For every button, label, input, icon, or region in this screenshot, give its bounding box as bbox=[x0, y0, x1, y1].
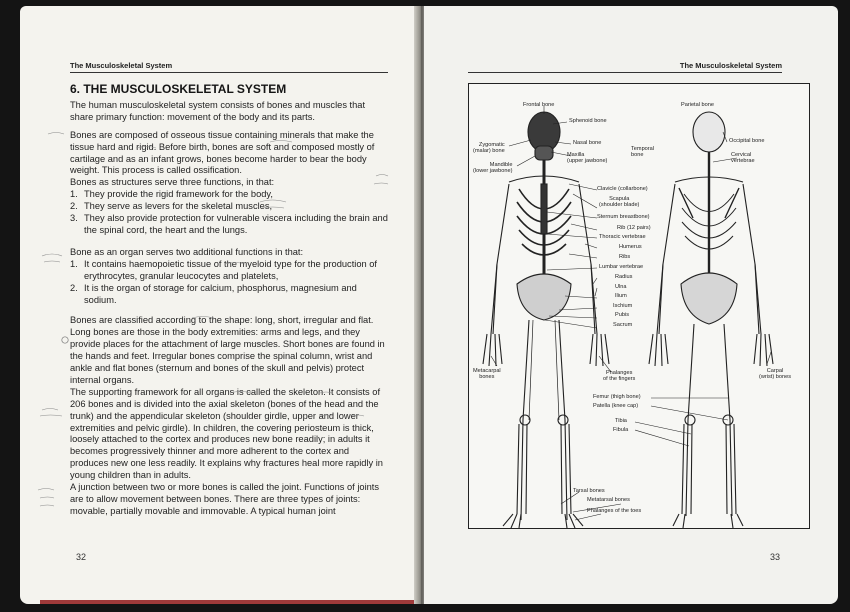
list-item: 1. They provide the rigid framework for the body, bbox=[70, 189, 273, 200]
skeleton-figure bbox=[468, 83, 810, 529]
list-item: 3. They also provide protection for vulnerable viscera including the brain and the spinal cord, the heart and the lungs. bbox=[70, 213, 388, 235]
label-radius: Radius bbox=[615, 274, 633, 280]
label-phalanges-fingers: Phalanges of the fingers bbox=[603, 370, 636, 383]
label-zygomatic-bone: Zygomatic (malar) bone bbox=[473, 142, 505, 155]
page-edge bbox=[40, 600, 418, 604]
label-femur: Femur (thigh bone) bbox=[593, 394, 641, 400]
header-rule bbox=[468, 72, 782, 73]
label-tibia: Tibia bbox=[615, 418, 627, 424]
list-item: 2. They serve as levers for the skeletal muscles, bbox=[70, 201, 273, 212]
running-header: The Musculoskeletal System bbox=[679, 61, 782, 70]
label-ribs: Ribs bbox=[619, 254, 631, 260]
label-temporal-bone: Temporal bone bbox=[631, 146, 655, 159]
label-fibula: Fibula bbox=[613, 427, 629, 433]
label-sternum: Sternum breastbone) bbox=[597, 214, 650, 220]
label-metacarpal-bones: Metacarpal bones bbox=[473, 368, 501, 381]
label-metatarsal-bones: Metatarsal bones bbox=[587, 497, 630, 503]
label-frontal-bone: Frontal bone bbox=[523, 102, 555, 108]
label-occipital-bone: Occipital bone bbox=[729, 138, 765, 144]
running-header: The Musculoskeletal System bbox=[70, 61, 173, 70]
left-page bbox=[20, 6, 418, 604]
list-item: 1. It contains haemopoietic tissue of the myeloid type for the production of erythrocytes, granular leucocytes and platelets, bbox=[70, 258, 378, 281]
label-mandible: Mandible (lower jawbone) bbox=[473, 162, 513, 175]
label-ischium: Ischium bbox=[613, 303, 633, 309]
page-number: 32 bbox=[76, 552, 87, 562]
label-scapula: Scapula (shoulder blade) bbox=[599, 196, 640, 209]
structures-intro: Bones as structures serve three functions, in that: bbox=[70, 177, 275, 188]
label-maxilla: Maxilla (upper jawbone) bbox=[567, 152, 608, 165]
label-sphenoid-bone: Sphenoid bone bbox=[569, 118, 607, 124]
organ-intro: Bone as an organ serves two additional functions in that: bbox=[70, 246, 304, 257]
label-pubis: Pubis bbox=[615, 312, 629, 318]
label-nasal-bone: Nasal bone bbox=[573, 140, 602, 146]
label-humerus: Humerus bbox=[619, 244, 642, 250]
joint-paragraph: A junction between two or more bones is called the joint. Functions of joints are to allow movement between bones. There are three types of joints: movable, partially movable and immovable. A typical human joint bbox=[70, 482, 380, 516]
page-number: 33 bbox=[769, 552, 780, 562]
label-rib: Rib (12 pairs) bbox=[617, 225, 651, 231]
skeleton-paragraph: The supporting framework for all organs is called the skeleton. It consists of 206 bones and is divided into the axial skeleton (bones of the head and the trunk) and the appendicular skeleton (shoulder girdle, upper and lower extremities and pelvic girdle). In children, the covering periosteum is thick, loosely attached to the cortex and produces new bone readily; in adults it becomes progressively thinner and more adherent to the cortex and produces new one less readily. It explains why fractures heal more rapidly in young children than in adults. bbox=[70, 386, 383, 481]
label-cervical-vertebrae: Cervical vertebrae bbox=[731, 152, 755, 165]
right-page bbox=[424, 6, 838, 604]
label-clavicle: Clavicle (collarbone) bbox=[597, 186, 648, 192]
label-ilium: Ilium bbox=[615, 293, 627, 299]
label-lumbar-vertebrae: Lumbar vertebrae bbox=[599, 264, 644, 270]
pencil-annotations bbox=[20, 6, 418, 604]
bones-paragraph: Bones are composed of osseous tissue containing minerals that make the tissue hard and rigid. Before birth, bones are soft and composed mostly of cartilage and as an infant grows, bones become harder to bear the body weight. This process is called ossification. bbox=[70, 129, 375, 176]
book-spread bbox=[4, 6, 846, 604]
list-item: 2. It is the organ of storage for calcium, phosphorus, magnesium and sodium. bbox=[70, 282, 357, 305]
label-sacrum: Sacrum bbox=[613, 322, 633, 328]
label-patella: Patella (knee cap) bbox=[593, 403, 639, 409]
label-carpal-bones: Carpal (wrist) bones bbox=[759, 368, 792, 381]
intro-paragraph: The human musculoskeletal system consists of bones and muscles that share primary function: movement of the body and its parts. bbox=[70, 99, 366, 122]
label-ulna: Ulna bbox=[615, 284, 627, 290]
label-thoracic-vertebrae: Thoracic vertebrae bbox=[599, 234, 646, 240]
classification-paragraph: Bones are classified according to the shape: long, short, irregular and flat. Long bones are those in the body extremities: arms and legs, and they provide places for the attachment of large muscles. Short bones are found in the hands and feet. Irregular bones comprise the spinal column, wrist and ankle and flat bones (sternum and bones of the skull and pelvis) protect internal organs. bbox=[70, 315, 385, 385]
chapter-title: 6. THE MUSCULOSKELETAL SYSTEM bbox=[70, 82, 287, 96]
label-parietal-bone: Parietal bone bbox=[681, 102, 714, 108]
label-phalanges-toes: Phalanges of the toes bbox=[587, 508, 642, 514]
label-tarsal-bones: Tarsal bones bbox=[573, 488, 605, 494]
